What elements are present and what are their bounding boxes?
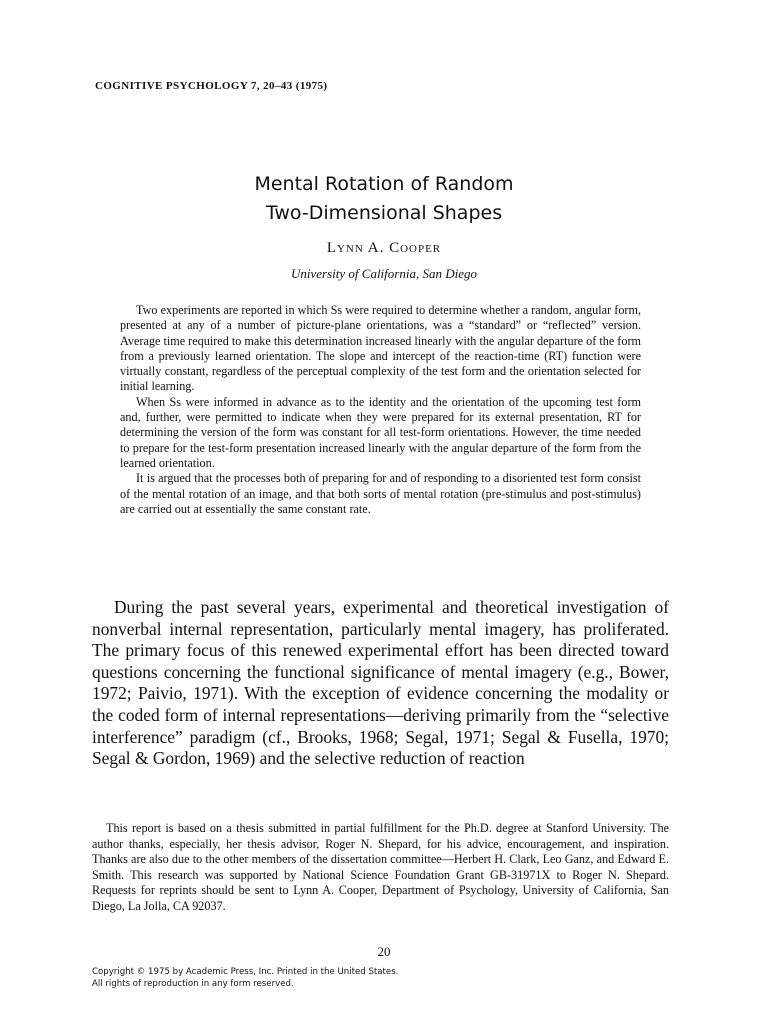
article-title-line-2: Two-Dimensional Shapes (265, 202, 503, 224)
abstract-paragraph: It is argued that the processes both of preparing for and of responding to a disoriented test form consist of the mental rotation of an image, and that both sorts of mental rotation (pre-stimulus and post-stimulus) are carried out at essentially the same constant rate. (120, 471, 641, 516)
article-author: Lynn A. Cooper (326, 240, 442, 256)
footnote (92, 821, 669, 925)
body-text (92, 597, 669, 770)
body-paragraph: During the past several years, experimental and theoretical investigation of nonverbal internal representation, particularly mental imagery, has proliferated. The primary focus of this renewed experimental effort has been directed toward questions concerning the functional significance of mental imagery (e.g., Bower, 1972; Paivio, 1971). With the exception of evidence concerning the modality or the coded form of internal representations—deriving primarily from the “selective interference” paradigm (cf., Brooks, 1968; Segal, 1971; Segal & Fusella, 1970; Segal & Gordon, 1969) and the selective reduction of reaction (92, 597, 669, 769)
article-title-line-1: Mental Rotation of Random (254, 173, 514, 195)
copyright-line-1: Copyright © 1975 by Academic Press, Inc. Printed in the United States. (92, 967, 399, 977)
copyright-line-2: All rights of reproduction in any form reserved. (92, 979, 294, 989)
author-affiliation: University of California, San Diego (291, 266, 477, 281)
footnote-text: This report is based on a thesis submitted in partial fulfillment for the Ph.D. degree at Stanford University. The author thanks, especially, her thesis advisor, Roger N. Shepard, for his advice, encouragement, and inspiration. Thanks are also due to the other members of the dissertation committee—Herbert H. Clark, Leo Ganz, and Edward E. Smith. This research was supported by National Science Foundation Grant GB-31971X to Roger N. Shepard. Requests for reprints should be sent to Lynn A. Cooper, Department of Psychology, University of California, San Diego, La Jolla, CA 92037. (92, 821, 669, 913)
journal-citation: COGNITIVE PSYCHOLOGY 7, 20–43 (1975) (95, 80, 328, 92)
copyright-notice (92, 966, 398, 990)
abstract-paragraph: Two experiments are reported in which Ss were required to determine whether a random, angular form, presented at any of a number of picture-plane orientations, was a “standard” or “reflected” version. Average time required to make this determination increased linearly with the angular departure of the form from a previously learned orientation. The slope and intercept of the reaction-time (RT) function were virtually constant, regardless of the perceptual complexity of the test form and the orientation selected for initial learning. (120, 303, 641, 394)
abstract-paragraph: When Ss were informed in advance as to the identity and the orientation of the upcoming test form and, further, were permitted to indicate when they were prepared for its external presentation, RT for determining the version of the form was constant for all test-form orientations. However, the time needed to prepare for the test-form presentation increased linearly with the angular departure of the form from the learned orientation. (120, 394, 641, 470)
article-title (0, 170, 768, 228)
abstract (120, 303, 641, 517)
page-number: 20 (377, 944, 391, 959)
